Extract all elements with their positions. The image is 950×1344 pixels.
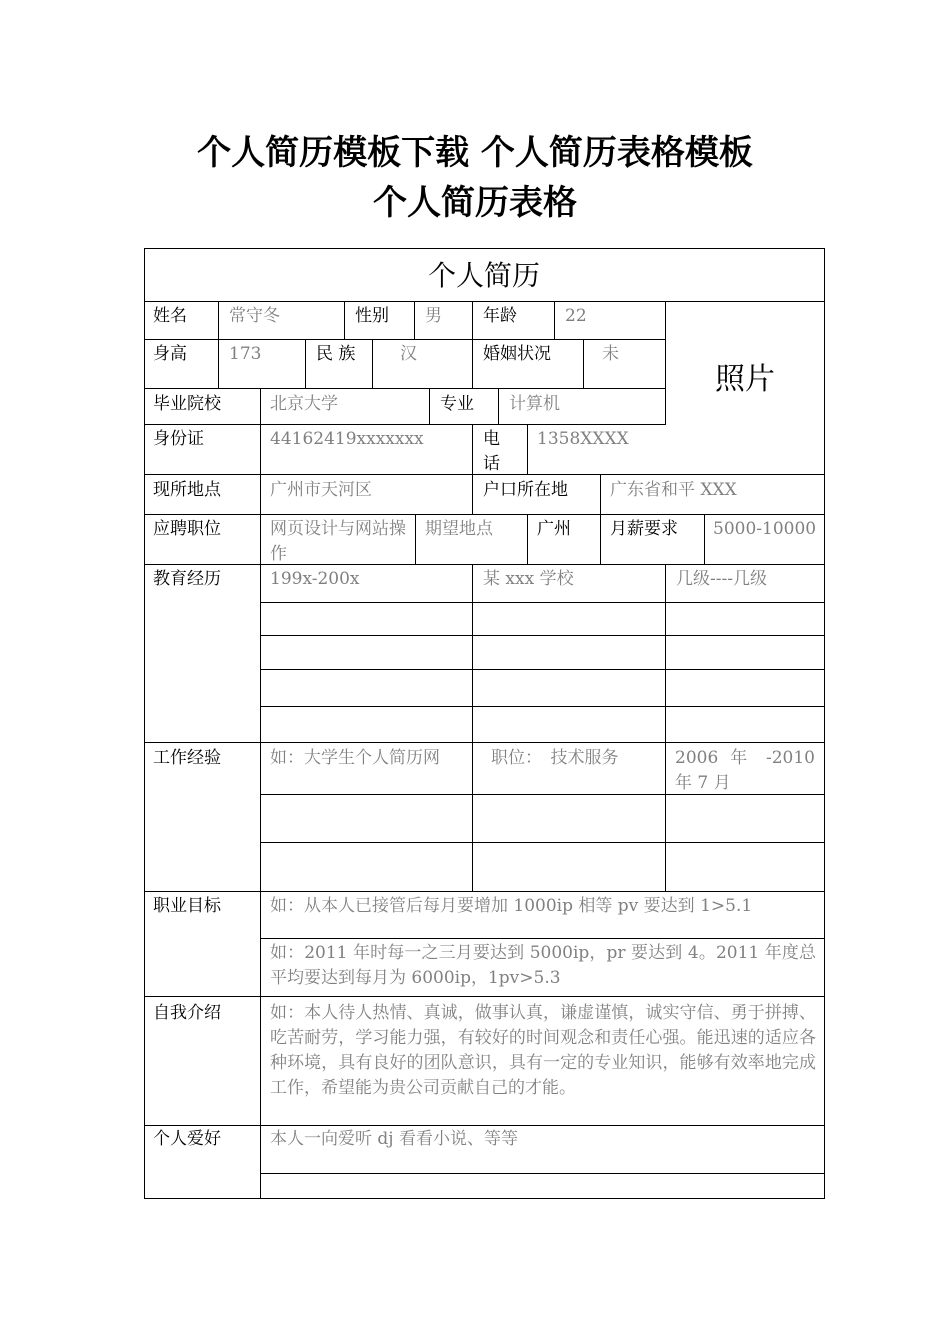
hobbies-text: 本人一向爱听 dj 看看小说、等等 [270, 1129, 518, 1149]
table-line [144, 996, 825, 997]
label-work: 工作经验 [153, 748, 221, 768]
table-line [260, 424, 261, 474]
self-intro-text: 如：本人待人热情、真诚，做事认真，谦虚谨慎，诚实守信、勇于拼搏、吃苦耐劳，学习能力强，有较好的时间观念和责任心强。能迅速的适应各种环境，具有良好的团队意识，具有一定的专业知识，能够有效率地完成工作，希望能为贵公司贡献自己的才能。 [270, 1003, 816, 1098]
table-line [665, 564, 666, 891]
label-ethnicity: 民 族 [316, 344, 356, 364]
photo-placeholder: 照片 [715, 362, 775, 397]
table-line [429, 388, 430, 424]
table-line [260, 1173, 825, 1174]
table-line [260, 388, 261, 424]
value-address: 广州市天河区 [270, 480, 372, 500]
label-age: 年龄 [483, 306, 517, 326]
value-age: 22 [565, 306, 587, 326]
table-line [144, 388, 666, 389]
education-level: 几级----几级 [676, 569, 767, 589]
table-line [144, 1198, 825, 1199]
label-school: 毕业院校 [153, 394, 221, 414]
table-line [554, 301, 555, 339]
table-line [144, 742, 825, 743]
table-line [144, 301, 825, 302]
label-hukou: 户口所在地 [483, 480, 568, 500]
page-title-line-1: 个人简历模板下载 个人简历表格模板 [197, 133, 753, 173]
education-school: 某 xxx 学校 [483, 569, 574, 589]
table-line [472, 424, 473, 474]
value-ethnicity: 汉 [400, 344, 417, 364]
education-period: 199x-200x [270, 569, 360, 589]
table-line [218, 339, 219, 388]
table-line [260, 635, 825, 636]
table-line [144, 1125, 825, 1126]
resume-header: 个人简历 [427, 259, 540, 292]
table-line [472, 301, 473, 339]
label-phone: 电话 [483, 429, 500, 474]
label-marital: 婚姻状况 [483, 344, 551, 364]
value-name: 常守冬 [229, 306, 280, 326]
table-line [144, 248, 825, 249]
table-line [600, 514, 601, 564]
table-line [260, 891, 261, 1198]
label-expected-location: 期望地点 [425, 519, 493, 539]
table-line [260, 564, 261, 891]
table-line [260, 669, 825, 670]
table-line [260, 706, 825, 707]
label-education: 教育经历 [153, 569, 221, 589]
label-name: 姓名 [153, 306, 187, 326]
table-line [144, 891, 825, 892]
value-school: 北京大学 [270, 394, 338, 414]
label-hobbies: 个人爱好 [153, 1129, 221, 1149]
table-line [144, 514, 825, 515]
label-salary: 月薪要求 [610, 519, 678, 539]
table-line [472, 474, 473, 514]
label-career: 职业目标 [153, 896, 221, 916]
table-line [583, 339, 584, 388]
table-line [260, 938, 825, 939]
table-line [305, 339, 306, 388]
label-height: 身高 [153, 344, 187, 364]
table-line [218, 301, 219, 339]
table-line [260, 602, 825, 603]
work-period: 2006 年 -2010 年 7 月 [675, 748, 815, 793]
career-goal-2: 如：2011 年时每一之三月要达到 5000ip，pr 要达到 4。2011 年度总平均要达到每月为 6000ip，1pv>5.3 [270, 943, 816, 988]
value-hukou: 广东省和平 XXX [610, 480, 737, 500]
table-line [372, 339, 373, 388]
value-height: 173 [229, 344, 262, 364]
value-expected-location: 广州 [537, 519, 571, 539]
table-line [527, 514, 528, 564]
page-title-line-2: 个人简历表格 [373, 183, 577, 223]
table-line [144, 339, 666, 340]
table-line [260, 842, 825, 843]
table-line [144, 564, 825, 565]
table-line [144, 248, 145, 1199]
table-line [472, 564, 473, 891]
table-line [527, 424, 528, 474]
career-goal-1: 如：从本人已接管后每月要增加 1000ip 相等 pv 要达到 1>5.1 [270, 896, 753, 916]
table-line [344, 301, 345, 339]
table-line [414, 301, 415, 339]
table-line [824, 248, 825, 1199]
label-position: 应聘职位 [153, 519, 221, 539]
work-position: 职位： 技术服务 [491, 748, 619, 768]
label-self-intro: 自我介绍 [153, 1003, 221, 1023]
label-address: 现所地点 [153, 480, 221, 500]
label-id-card: 身份证 [153, 429, 204, 449]
table-line [472, 339, 473, 388]
value-phone: 1358XXXX [537, 429, 629, 449]
table-line [415, 514, 416, 564]
table-line [600, 474, 601, 514]
table-line [704, 514, 705, 564]
table-line [498, 388, 499, 424]
table-line [144, 424, 666, 425]
table-line [260, 514, 261, 564]
value-gender: 男 [425, 306, 442, 326]
table-line [260, 474, 261, 514]
value-id-card: 44162419xxxxxxx [270, 429, 424, 449]
value-major: 计算机 [509, 394, 560, 414]
value-position: 网页设计与网站操作 [270, 519, 406, 564]
work-company: 如：大学生个人简历网 [270, 748, 440, 768]
label-major: 专业 [440, 394, 474, 414]
value-salary: 5000-10000 [713, 519, 817, 539]
value-marital: 未 [602, 344, 619, 364]
label-gender: 性别 [355, 306, 389, 326]
